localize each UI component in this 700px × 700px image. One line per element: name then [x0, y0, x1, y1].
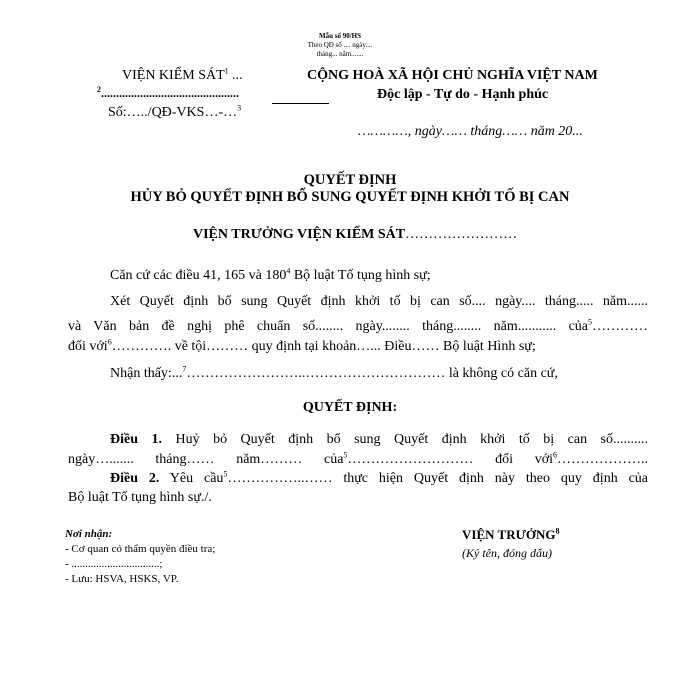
footnote-marker: 7	[182, 364, 187, 374]
footnote-marker: 5	[588, 317, 592, 327]
footnote-marker: 5	[343, 450, 348, 460]
document-title: QUYẾT ĐỊNH	[303, 172, 397, 188]
agency-label: VIỆN KIỂM SÁT	[122, 68, 225, 83]
article-2-text: ……………..…… thực hiện Quyết định này theo quy định của	[227, 471, 649, 486]
recipients-block	[65, 527, 215, 587]
consideration-line-3	[68, 339, 536, 355]
article-2-text: Yêu cầu	[159, 471, 224, 486]
footnote-marker: 4	[286, 266, 291, 276]
article-1-line-1	[110, 432, 648, 448]
footnote-marker: 1	[224, 66, 229, 76]
article-2-line-1	[110, 471, 648, 487]
footnote-marker: 8	[555, 526, 560, 536]
article-1-label: Điều 1.	[110, 432, 162, 447]
legal-basis-text-end: Bộ luật Tố tụng hình sự;	[290, 268, 431, 283]
national-motto: Độc lập - Tự do - Hạnh phúc	[377, 87, 549, 102]
article-2-label: Điều 2.	[110, 471, 160, 486]
recipients-heading: Nơi nhận:	[65, 528, 113, 540]
article-2-line-2: Bộ luật Tố tụng hình sự./.	[68, 490, 212, 505]
finding-text-end: ……………………..………………………… là không có căn cứ,	[186, 366, 558, 381]
signature-title	[462, 527, 560, 543]
document-number	[108, 105, 241, 121]
footnote-marker: 3	[237, 103, 242, 113]
legal-basis	[110, 268, 431, 284]
article-1-text: Huỷ bỏ Quyết định bổ sung Quyết định khởi tố bị can số..........	[161, 432, 648, 447]
consideration-line-1: Xét Quyết định bổ sung Quyết định khởi tố bị can số.... ngày.... tháng..... năm......	[110, 294, 648, 309]
consideration-dots: …………	[592, 319, 648, 334]
sub-agency-line	[97, 86, 239, 101]
document-subtitle: HỦY BỎ QUYẾT ĐỊNH BỔ SUNG QUYẾT ĐỊNH KHỞI TỐ BỊ CAN	[130, 189, 570, 205]
signature-note: (Ký tên, đóng dấu)	[462, 546, 552, 560]
decision-heading: QUYẾT ĐỊNH:	[302, 400, 398, 415]
consideration-line-2	[68, 319, 648, 335]
authority-label: VIỆN TRƯỞNG VIỆN KIỂM SÁT	[193, 227, 406, 242]
authority-dots: ……………………	[405, 227, 518, 242]
authority-line	[193, 227, 517, 243]
consideration-text-end: …………. về tội……… quy định tại khoản…... Điều…… Bộ luật Hình sự;	[111, 339, 536, 354]
consideration-text: đối với	[68, 339, 108, 354]
recipient-item: - Cơ quan có thẩm quyền điều tra;	[65, 543, 216, 555]
recipient-item: - Lưu: HSVA, HSKS, VP.	[65, 573, 179, 585]
footnote-marker: 6	[553, 450, 557, 460]
finding-line	[110, 366, 558, 382]
sub-agency-dots: ..............................................	[101, 86, 239, 100]
form-reference-date: tháng... năm.......	[316, 50, 364, 58]
footnote-marker: 6	[107, 337, 112, 347]
form-number: Mẫu số 90/HS	[318, 32, 361, 40]
article-1-dots: ………………..	[557, 452, 648, 467]
consideration-text: và Văn bản đề nghị phê chuẩn số........ ngày........ tháng........ năm........... của	[68, 319, 588, 334]
national-title: CỘNG HOÀ XÃ HỘI CHỦ NGHĨA VIỆT NAM	[307, 68, 598, 83]
article-1-line-2	[68, 452, 648, 468]
recipient-item: - ................................;	[65, 558, 163, 570]
signature-title-text: VIỆN TRƯỞNG	[462, 527, 556, 542]
form-number-block	[270, 32, 410, 59]
finding-text: Nhận thấy:...	[110, 366, 183, 381]
date-line: …………, ngày…… tháng…… năm 20...	[358, 124, 583, 139]
agency-dots: ...	[228, 68, 243, 83]
document-number-text: Số:…../QĐ-VKS…-…	[108, 105, 238, 120]
legal-basis-text: Căn cứ các điều 41, 165 và 180	[110, 268, 287, 283]
header-underline	[272, 103, 329, 104]
form-reference: Theo QĐ số .... ngày....	[307, 41, 373, 49]
footnote-marker: 5	[223, 469, 228, 479]
article-1-text: ngày…....... tháng…… năm……… của	[68, 452, 344, 467]
article-1-text: ……………………… đối với	[347, 452, 553, 467]
footnote-marker: 2	[97, 85, 101, 94]
agency-name	[122, 68, 243, 84]
